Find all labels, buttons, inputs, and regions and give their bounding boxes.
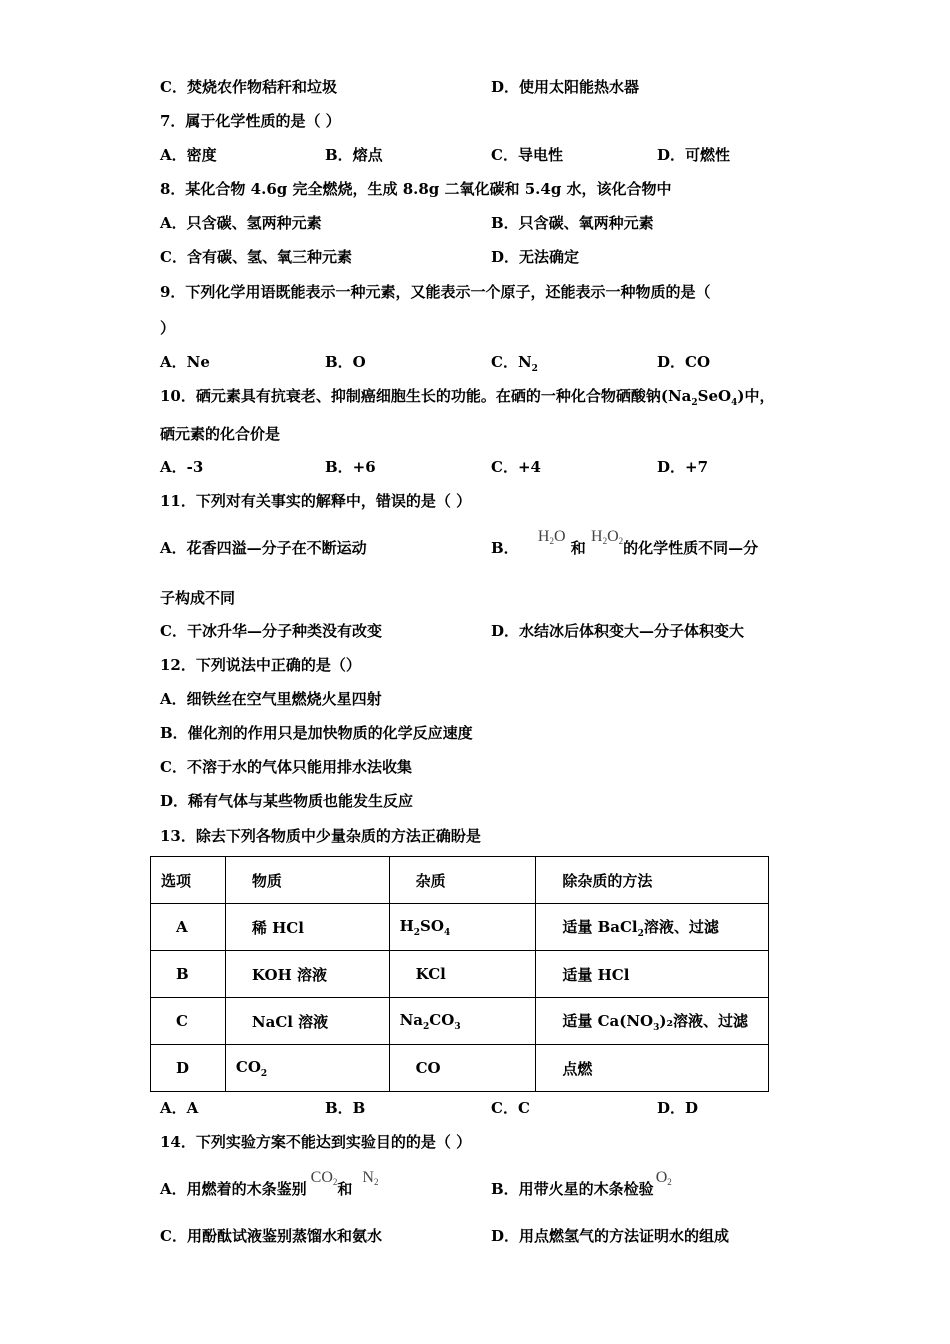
q9-option-c: C．$N_2$ (491, 353, 538, 374)
formula-h2o: H2O (537, 528, 566, 546)
q10-stem: 10．硒元素具有抗衰老、抑制癌细胞生长的功能。在硒的一种化合物硒酸钠$(Na_2SeO_4)$中， (160, 387, 775, 408)
table-cell: $Na_2CO_3$ (389, 998, 536, 1045)
table-cell: KOH 溶液 (225, 951, 389, 998)
q14-option-a: A．用燃着的木条鉴别CO2和N2 (160, 1169, 379, 1198)
q12-option-c: C．不溶于水的气体只能用排水法收集 (160, 758, 412, 776)
table-row (151, 951, 769, 998)
formula-o2: O2 (655, 1169, 672, 1187)
table-cell: 适量 HCl (536, 951, 769, 998)
q12-option-a: A．细铁丝在空气里燃烧火星四射 (160, 690, 382, 708)
q8-option-d: D．无法确定 (491, 248, 580, 266)
table-cell: D (151, 1045, 226, 1092)
q11-option-a: A．花香四溢—分子在不断运动 (160, 539, 367, 557)
table-cell: 适量 $Ca(NO_3)_2$溶液、过滤 (536, 998, 769, 1045)
table-row (151, 904, 769, 951)
q13-option-c: C．C (491, 1099, 530, 1117)
table-cell: 适量 BaCl$_2$溶液、过滤 (536, 904, 769, 951)
q9-option-d: D．CO (657, 353, 711, 371)
q13-option-d: D．D (657, 1099, 699, 1117)
table-header: 杂质 (389, 857, 536, 904)
q10-option-c: C．+4 (491, 458, 541, 476)
q14-stem: 14．下列实验方案不能达到实验目的的是（ ） (160, 1133, 472, 1151)
table-cell: C (151, 998, 226, 1045)
q8-option-c: C．含有碳、氢、氧三种元素 (160, 248, 352, 266)
q7-option-b: B．熔点 (325, 146, 383, 164)
table-header: 除杂质的方法 (536, 857, 769, 904)
table-header: 选项 (151, 857, 226, 904)
q7-option-d: D．可燃性 (657, 146, 731, 164)
formula-n2: N2 (362, 1169, 379, 1187)
table-row (151, 1045, 769, 1092)
table-cell: $CO_2$ (225, 1045, 389, 1092)
q14-option-b: B．用带火星的木条检验O2 (491, 1169, 672, 1198)
table-row (151, 998, 769, 1045)
q11-option-d: D．水结冰后体积变大—分子体积变大 (491, 622, 745, 640)
q7-option-a: A．密度 (160, 146, 217, 164)
q8-option-a: A．只含碳、氢两种元素 (160, 214, 322, 232)
q12-option-d: D．稀有气体与某些物质也能发生反应 (160, 792, 414, 810)
q11-option-c: C．干冰升华—分子种类没有改变 (160, 622, 382, 640)
table-cell: CO (389, 1045, 536, 1092)
q7-option-c: C．导电性 (491, 146, 563, 164)
q13-option-a: A．A (160, 1099, 199, 1117)
q13-option-b: B．B (325, 1099, 366, 1117)
q9-option-a: A．Ne (160, 353, 210, 371)
q6-option-d: D．使用太阳能热水器 (491, 78, 640, 96)
q10-option-a: A．-3 (160, 458, 204, 476)
q11-option-b-cont: 子构成不同 (160, 589, 236, 607)
table-header: 物质 (225, 857, 389, 904)
q7-stem: 7．属于化学性质的是（ ） (160, 112, 341, 130)
q9-option-b: B．O (325, 353, 366, 371)
impurity-table (150, 856, 769, 1092)
q14-option-d: D．用点燃氢气的方法证明水的组成 (491, 1227, 730, 1245)
table-cell: KCl (389, 951, 536, 998)
table-cell: A (151, 904, 226, 951)
table-cell: NaCl 溶液 (225, 998, 389, 1045)
formula-co2: CO2 (310, 1169, 338, 1187)
table-cell: 点燃 (536, 1045, 769, 1092)
table-cell: B (151, 951, 226, 998)
q6-option-c: C．焚烧农作物秸秆和垃圾 (160, 78, 337, 96)
q12-stem: 12．下列说法中正确的是（） (160, 656, 361, 674)
q11-option-b: B． H2O 和 H2O2的化学性质不同—分 (491, 528, 759, 557)
q9-stem: 9．下列化学用语既能表示一种元素，又能表示一个原子，还能表示一种物质的是（ (160, 283, 711, 301)
q10-option-d: D．+7 (657, 458, 709, 476)
q12-option-b: B．催化剂的作用只是加快物质的化学反应速度 (160, 724, 473, 742)
q14-option-c: C．用酚酞试液鉴别蒸馏水和氨水 (160, 1227, 382, 1245)
table-cell: 稀 HCl (225, 904, 389, 951)
q9-stem-cont: ） (160, 319, 176, 337)
q10-option-b: B．+6 (325, 458, 376, 476)
q10-stem-cont: 硒元素的化合价是 (160, 425, 281, 443)
table-header-row (151, 857, 769, 904)
q8-stem: 8．某化合物 4.6g 完全燃烧，生成 8.8g 二氧化碳和 5.4g 水，该化合物中 (160, 180, 672, 198)
table-cell: $H_2SO_4$ (389, 904, 536, 951)
q8-option-b: B．只含碳、氧两种元素 (491, 214, 654, 232)
q11-stem: 11．下列对有关事实的解释中，错误的是（ ） (160, 492, 472, 510)
formula-h2o2: H2O2 (591, 528, 624, 546)
q13-stem: 13．除去下列各物质中少量杂质的方法正确盼是 (160, 827, 481, 845)
